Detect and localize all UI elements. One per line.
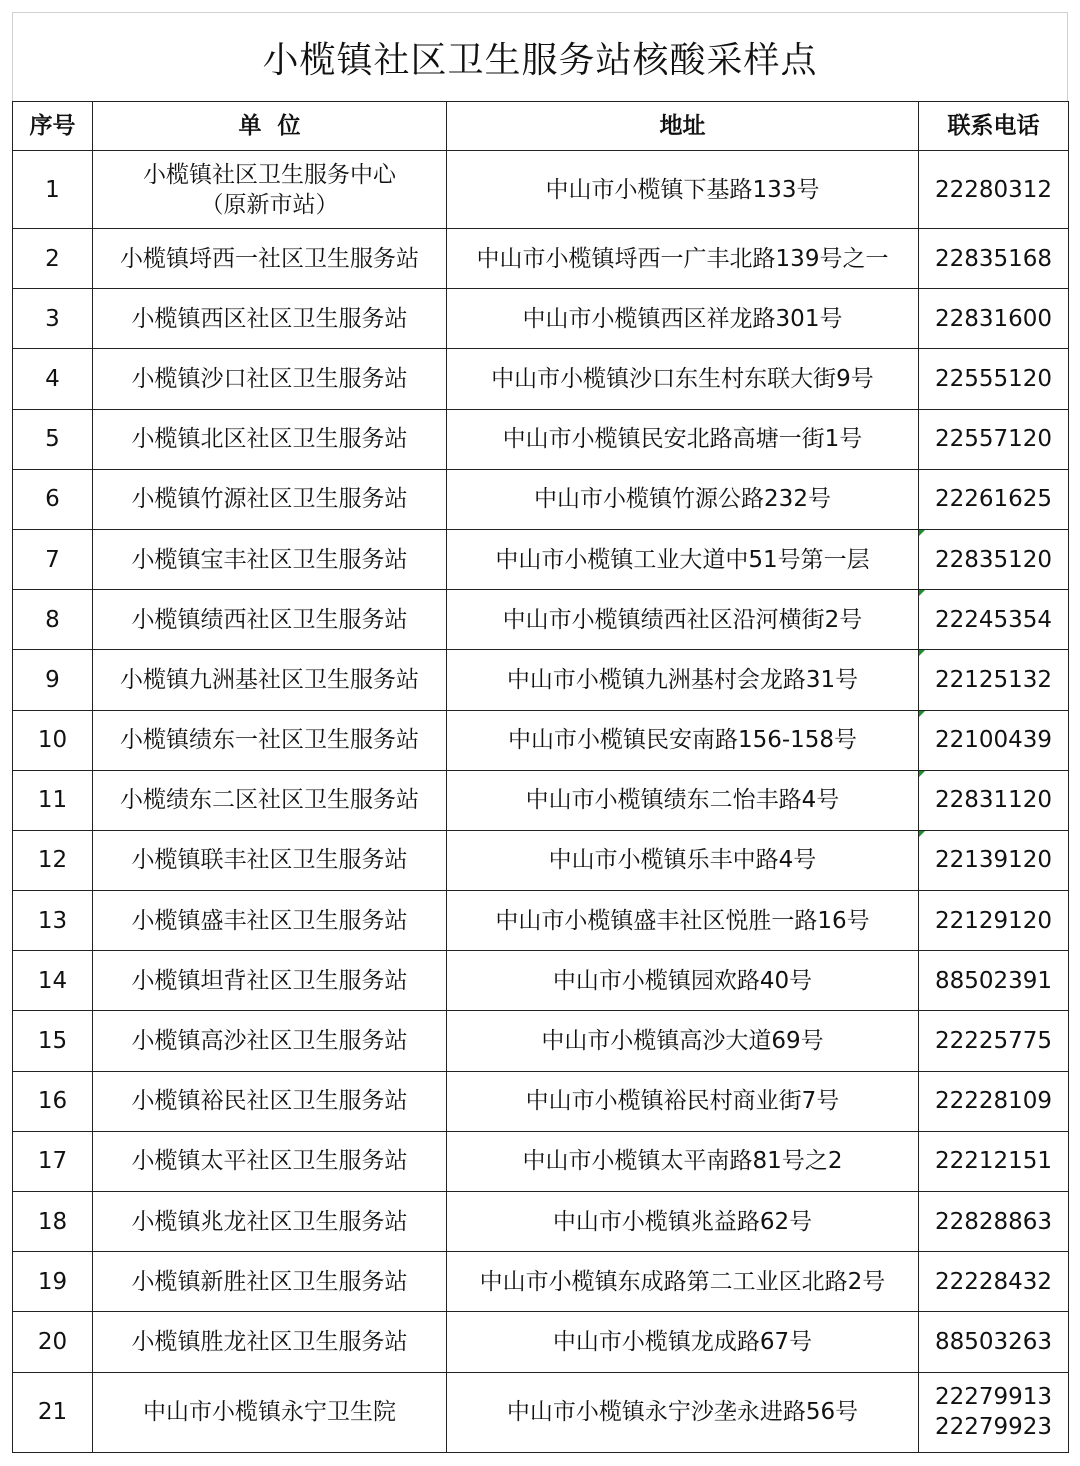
- cell-phone: [919, 289, 1069, 349]
- cell-index: 14: [13, 951, 93, 1011]
- cell-phone: [919, 1312, 1069, 1372]
- cell-index: 18: [13, 1192, 93, 1252]
- table-row: [13, 409, 1069, 469]
- cell-index: 7: [13, 529, 93, 589]
- table-row: [13, 710, 1069, 770]
- table-row: [13, 151, 1069, 229]
- cell-address: 中山市小榄镇民安北路高塘一街1号: [447, 409, 919, 469]
- phone-line: 22225775: [934, 1028, 1053, 1055]
- unit-line: 小榄镇胜龙社区卫生服务站: [131, 1328, 408, 1355]
- unit-line: 小榄镇太平社区卫生服务站: [131, 1148, 408, 1175]
- unit-line: 小榄绩东二区社区卫生服务站: [120, 787, 419, 814]
- cell-phone: [919, 891, 1069, 951]
- header-address: 地址: [447, 102, 919, 151]
- cell-phone: [919, 710, 1069, 770]
- table-row: [13, 1312, 1069, 1372]
- cell-address: 中山市小榄镇西区祥龙路301号: [447, 289, 919, 349]
- unit-line: 小榄镇西区社区卫生服务站: [131, 305, 408, 332]
- phone-line: 22828863: [934, 1208, 1053, 1235]
- cell-address: 中山市小榄镇竹源公路232号: [447, 469, 919, 529]
- phone-line: 22557120: [934, 426, 1053, 453]
- table-row: [13, 349, 1069, 409]
- cell-address: 中山市小榄镇盛丰社区悦胜一路16号: [447, 891, 919, 951]
- cell-index: 17: [13, 1131, 93, 1191]
- cell-unit: [93, 650, 447, 710]
- unit-line: 小榄镇埒西一社区卫生服务站: [120, 245, 419, 272]
- cell-unit: [93, 1071, 447, 1131]
- cell-unit: [93, 151, 447, 229]
- cell-phone: [919, 151, 1069, 229]
- cell-index: 6: [13, 469, 93, 529]
- table-row: [13, 590, 1069, 650]
- cell-phone: [919, 650, 1069, 710]
- unit-line: 中山市小榄镇永宁卫生院: [143, 1399, 396, 1426]
- cell-unit: [93, 1312, 447, 1372]
- phone-line: 22139120: [934, 847, 1053, 874]
- cell-index: 20: [13, 1312, 93, 1372]
- phone-line: 22129120: [934, 907, 1053, 934]
- cell-address: 中山市小榄镇高沙大道69号: [447, 1011, 919, 1071]
- cell-address: 中山市小榄镇绩西社区沿河横街2号: [447, 590, 919, 650]
- cell-unit: [93, 710, 447, 770]
- cell-index: 3: [13, 289, 93, 349]
- cell-address: 中山市小榄镇下基路133号: [447, 151, 919, 229]
- cell-unit: [93, 1192, 447, 1252]
- cell-phone: [919, 349, 1069, 409]
- cell-address: 中山市小榄镇永宁沙垄永进路56号: [447, 1372, 919, 1452]
- cell-phone: [919, 590, 1069, 650]
- table-row: [13, 1252, 1069, 1312]
- phone-line: 22125132: [934, 666, 1053, 693]
- cell-index: 19: [13, 1252, 93, 1312]
- cell-index: 10: [13, 710, 93, 770]
- cell-phone: [919, 830, 1069, 890]
- sites-table: [12, 101, 1069, 1453]
- cell-phone: [919, 951, 1069, 1011]
- phone-line: 22212151: [934, 1148, 1053, 1175]
- cell-unit: [93, 1372, 447, 1452]
- page-title: 小榄镇社区卫生服务站核酸采样点: [262, 39, 818, 81]
- cell-unit: [93, 469, 447, 529]
- cell-address: 中山市小榄镇九洲基村会龙路31号: [447, 650, 919, 710]
- cell-phone: [919, 469, 1069, 529]
- table-row: [13, 529, 1069, 589]
- cell-index: 1: [13, 151, 93, 229]
- phone-line: 22100439: [934, 727, 1053, 754]
- table-row: [13, 469, 1069, 529]
- cell-address: 中山市小榄镇沙口东生村东联大街9号: [447, 349, 919, 409]
- table-row: [13, 1011, 1069, 1071]
- cell-unit: [93, 830, 447, 890]
- cell-index: 13: [13, 891, 93, 951]
- unit-line: 小榄镇裕民社区卫生服务站: [131, 1088, 408, 1115]
- phone-line: 22831600: [934, 305, 1053, 332]
- unit-line: 小榄镇社区卫生服务中心: [143, 161, 396, 188]
- cell-index: 5: [13, 409, 93, 469]
- phone-line: 22261625: [934, 486, 1053, 513]
- cell-index: 4: [13, 349, 93, 409]
- table-row: [13, 289, 1069, 349]
- phone-line: 22835120: [934, 546, 1053, 573]
- sampling-sites-sheet: [12, 12, 1068, 1453]
- unit-line: 小榄镇坦背社区卫生服务站: [131, 967, 408, 994]
- phone-line: 22228432: [934, 1268, 1053, 1295]
- cell-address: 中山市小榄镇埒西一广丰北路139号之一: [447, 229, 919, 289]
- table-row: [13, 1192, 1069, 1252]
- cell-unit: [93, 1011, 447, 1071]
- cell-address: 中山市小榄镇绩东二怡丰路4号: [447, 770, 919, 830]
- phone-line: 22245354: [934, 606, 1053, 633]
- phone-line: 88502391: [934, 967, 1053, 994]
- header-unit: 单 位: [93, 102, 447, 151]
- phone-line: 22279923: [934, 1414, 1053, 1441]
- unit-line: 小榄镇绩西社区卫生服务站: [131, 606, 408, 633]
- phone-line: 22831120: [934, 787, 1053, 814]
- cell-phone: [919, 1071, 1069, 1131]
- header-phone: 联系电话: [919, 102, 1069, 151]
- cell-address: 中山市小榄镇工业大道中51号第一层: [447, 529, 919, 589]
- cell-index: 11: [13, 770, 93, 830]
- table-row: [13, 770, 1069, 830]
- cell-unit: [93, 529, 447, 589]
- title-box: [12, 12, 1068, 101]
- unit-line: 小榄镇九洲基社区卫生服务站: [120, 666, 419, 693]
- cell-phone: [919, 770, 1069, 830]
- cell-address: 中山市小榄镇民安南路156-158号: [447, 710, 919, 770]
- cell-index: 8: [13, 590, 93, 650]
- table-row: [13, 650, 1069, 710]
- cell-unit: [93, 229, 447, 289]
- cell-address: 中山市小榄镇兆益路62号: [447, 1192, 919, 1252]
- cell-address: 中山市小榄镇裕民村商业街7号: [447, 1071, 919, 1131]
- unit-line: 小榄镇沙口社区卫生服务站: [131, 365, 408, 392]
- cell-unit: [93, 770, 447, 830]
- unit-line: （原新市站）: [200, 191, 339, 218]
- cell-phone: [919, 1372, 1069, 1452]
- cell-index: 21: [13, 1372, 93, 1452]
- unit-line: 小榄镇绩东一社区卫生服务站: [120, 727, 419, 754]
- cell-address: 中山市小榄镇乐丰中路4号: [447, 830, 919, 890]
- unit-line: 小榄镇竹源社区卫生服务站: [131, 486, 408, 513]
- cell-address: 中山市小榄镇东成路第二工业区北路2号: [447, 1252, 919, 1312]
- table-row: [13, 830, 1069, 890]
- table-row: [13, 229, 1069, 289]
- cell-unit: [93, 289, 447, 349]
- cell-unit: [93, 1252, 447, 1312]
- cell-phone: [919, 409, 1069, 469]
- table-row: [13, 1372, 1069, 1452]
- cell-address: 中山市小榄镇龙成路67号: [447, 1312, 919, 1372]
- cell-phone: [919, 1131, 1069, 1191]
- unit-line: 小榄镇新胜社区卫生服务站: [131, 1268, 408, 1295]
- phone-line: 88503263: [934, 1328, 1053, 1355]
- table-row: [13, 1131, 1069, 1191]
- table-row: [13, 1071, 1069, 1131]
- unit-line: 小榄镇兆龙社区卫生服务站: [131, 1208, 408, 1235]
- unit-line: 小榄镇高沙社区卫生服务站: [131, 1028, 408, 1055]
- cell-index: 9: [13, 650, 93, 710]
- cell-unit: [93, 349, 447, 409]
- table-header-row: [13, 102, 1069, 151]
- header-index: 序号: [13, 102, 93, 151]
- phone-line: 22279913: [934, 1384, 1053, 1411]
- unit-line: 小榄镇宝丰社区卫生服务站: [131, 546, 408, 573]
- table-row: [13, 891, 1069, 951]
- cell-index: 2: [13, 229, 93, 289]
- cell-unit: [93, 1131, 447, 1191]
- phone-line: 22280312: [934, 176, 1053, 203]
- cell-index: 12: [13, 830, 93, 890]
- phone-line: 22835168: [934, 245, 1053, 272]
- unit-line: 小榄镇盛丰社区卫生服务站: [131, 907, 408, 934]
- cell-unit: [93, 590, 447, 650]
- cell-phone: [919, 529, 1069, 589]
- cell-phone: [919, 1252, 1069, 1312]
- unit-line: 小榄镇联丰社区卫生服务站: [131, 847, 408, 874]
- table-body: [13, 151, 1069, 1453]
- cell-index: 16: [13, 1071, 93, 1131]
- phone-line: 22228109: [934, 1088, 1053, 1115]
- phone-line: 22555120: [934, 365, 1053, 392]
- cell-phone: [919, 229, 1069, 289]
- cell-unit: [93, 951, 447, 1011]
- cell-address: 中山市小榄镇园欢路40号: [447, 951, 919, 1011]
- cell-phone: [919, 1192, 1069, 1252]
- cell-address: 中山市小榄镇太平南路81号之2: [447, 1131, 919, 1191]
- cell-unit: [93, 409, 447, 469]
- unit-line: 小榄镇北区社区卫生服务站: [131, 426, 408, 453]
- cell-phone: [919, 1011, 1069, 1071]
- cell-index: 15: [13, 1011, 93, 1071]
- table-row: [13, 951, 1069, 1011]
- cell-unit: [93, 891, 447, 951]
